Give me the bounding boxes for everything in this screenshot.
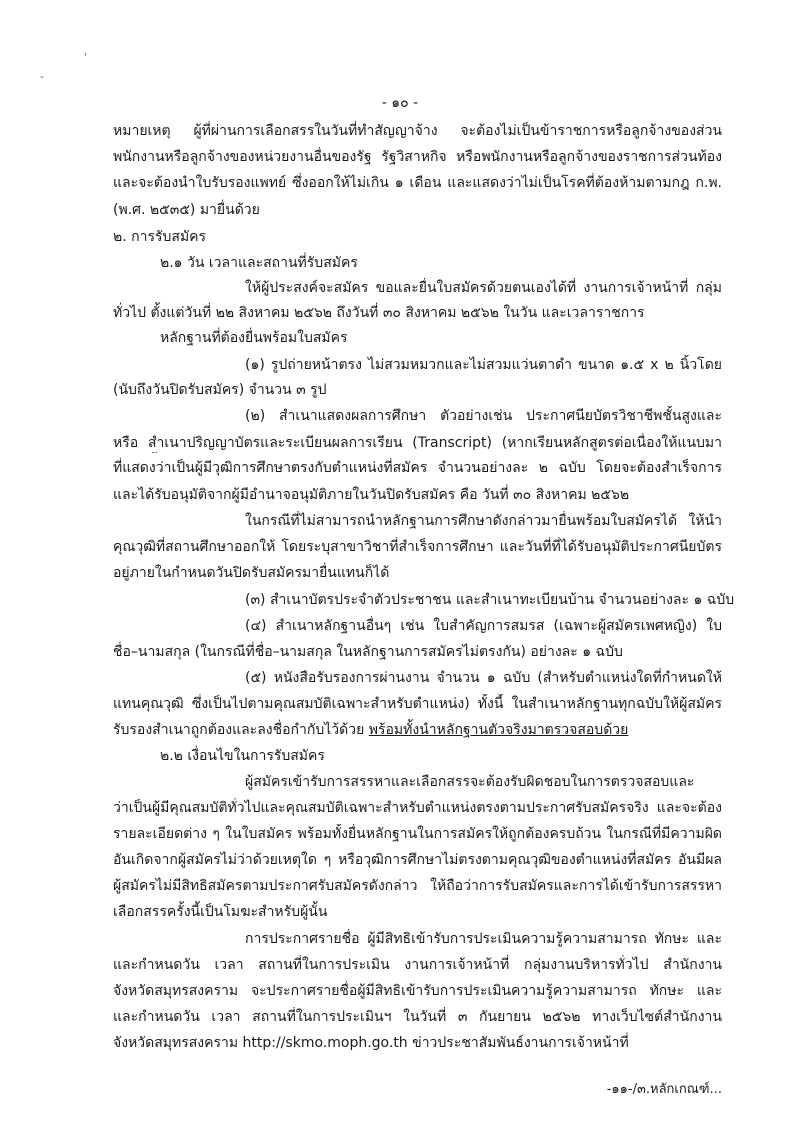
paragraph-line: อยู่ภายในกำหนดวันปิดรับสมัครมายื่นแทนก็ได้ — [113, 565, 390, 581]
paragraph-line: หลักฐานที่ต้องยื่นพร้อมใบสมัคร — [160, 330, 348, 346]
certify-text: รับรองสำเนาถูกต้องและลงชื่อกำกับไว้ด้วย — [113, 722, 365, 738]
list-item: (นับถึงวันปิดรับสมัคร) จำนวน ๓ รูป — [113, 382, 327, 398]
list-item: ที่แสดงว่าเป็นผู้มีวุฒิการศึกษาตรงกับตำแหน่งที่สมัคร จำนวนอย่างละ ๒ ฉบับ โดยจะต้องสำเร็จการ — [113, 460, 722, 476]
list-item: (๒) สำเนาแสดงผลการศึกษา ตัวอย่างเช่น ประกาศนียบัตรวิชาชีพชั้นสูงและ — [245, 408, 722, 424]
paragraph-line: จังหวัดสมุทรสงคราม จะประกาศรายชื่อผู้มีสิทธิเข้ารับการประเมินความรู้ความสามารถ ทักษะ และ — [113, 983, 722, 999]
paragraph-line: จังหวัดสมุทรสงคราม http://skmo.moph.go.th ข่าวประชาสัมพันธ์งานการเจ้าหน้าที่ — [113, 1035, 629, 1051]
note-line: หมายเหตุ ผู้ที่ผ่านการเลือกสรรในวันที่ทำสัญญาจ้าง จะต้องไม่เป็นข้าราชการหรือลูกจ้างของส่วน — [113, 123, 722, 139]
paragraph-line: ว่าเป็นผู้มีคุณสมบัติทั่วไปและคุณสมบัติเฉพาะสำหรับตำแหน่งตรงตามประกาศรับสมัครจริง และจะต้อง — [113, 800, 722, 816]
page-number: - ๑๐ - — [381, 95, 419, 111]
paragraph-line: ในกรณีที่ไม่สามารถนำหลักฐานการศึกษาดังกล่าวมายื่นพร้อมใบสมัครได้ ให้นำ — [245, 513, 722, 529]
list-item: แทนคุณวุฒิ ซึ่งเป็นไปตามคุณสมบัติเฉพาะสำหรับตำแหน่ง) ทั้งนี้ ในสำเนาหลักฐานทุกฉบับให้ผู้สมัคร — [113, 696, 722, 712]
note-line: พนักงานหรือลูกจ้างของหน่วยงานอื่นของรัฐ รัฐวิสาหกิจ หรือพนักงานหรือลูกจ้างของราชการส่วนท้อง — [113, 149, 722, 165]
underlined-requirement: พร้อมทั้งนำหลักฐานตัวจริงมาตรวจสอบด้วย — [368, 722, 629, 738]
list-item: (๑) รูปถ่ายหน้าตรง ไม่สวมหมวกและไม่สวมแว่นตาดำ ขนาด ๑.๕ x ๒ นิ้วโดย — [245, 357, 722, 373]
paragraph-line: ทั่วไป ตั้งแต่วันที่ ๒๒ สิงหาคม ๒๕๖๒ ถึงวันที่ ๓๐ สิงหาคม ๒๕๖๒ ในวัน และเวลาราชการ — [113, 305, 645, 321]
list-item: (๕) หนังสือรับรองการผ่านงาน จำนวน ๑ ฉบับ (สำหรับตำแหน่งใดที่กำหนดให้ — [245, 670, 722, 686]
list-item — [113, 720, 722, 740]
paragraph-line: ผู้สมัครไม่มีสิทธิสมัครตามประกาศรับสมัครดังกล่าว ให้ถือว่าการรับสมัครและการได้เข้ารับการสรรหา — [113, 878, 722, 894]
paragraph-line: และกำหนดวัน เวลา สถานที่ในการประเมิน งานการเจ้าหน้าที่ กลุ่มงานบริหารทั่วไป สำนักงาน — [113, 957, 722, 973]
subsection-heading: ๒.๑ วัน เวลาและสถานที่รับสมัคร — [160, 255, 358, 271]
note-line: และจะต้องนำใบรับรองแพทย์ ซึ่งออกให้ไม่เกิน ๑ เดือน และแสดงว่าไม่เป็นโรคที่ต้องห้ามตามกฎ ก.พ. — [113, 175, 722, 191]
paragraph-line: และกำหนดวัน เวลา สถานที่ในการประเมินฯ ในวันที่ ๓ กันยายน ๒๕๖๒ ทางเว็บไซต์สำนักงาน — [113, 1009, 722, 1025]
list-item: (๓) สำเนาบัตรประจำตัวประชาชน และสำเนาทะเบียนบ้าน จำนวนอย่างละ ๑ ฉบับ — [245, 592, 735, 608]
list-item: (๔) สำเนาหลักฐานอื่นๆ เช่น ใบสำคัญการสมรส (เฉพาะผู้สมัครเพศหญิง) ใบ — [245, 618, 722, 634]
paragraph-line: ให้ผู้ประสงค์จะสมัคร ขอและยื่นใบสมัครด้วยตนเองได้ที่ งานการเจ้าหน้าที่ กลุ่ม — [245, 280, 722, 296]
paragraph-line: อันเกิดจากผู้สมัครไม่ว่าด้วยเหตุใด ๆ หรือวุฒิการศึกษาไม่ตรงตามคุณวุฒิของตำแหน่งที่สมัคร อันมีผล — [113, 852, 722, 868]
paragraph-line: รายละเอียดต่าง ๆ ในใบสมัคร พร้อมทั้งยื่นหลักฐานในการสมัครให้ถูกต้องครบถ้วน ในกรณีที่มีความผิด — [113, 826, 722, 842]
subsection-heading: ๒.๒ เงื่อนไขในการรับสมัคร — [160, 748, 325, 764]
continuation-footer: -๑๑-/๓.หลักเกณฑ์... — [606, 1082, 722, 1097]
scan-mark: - — [40, 72, 44, 83]
scan-mark: ' — [84, 52, 87, 63]
list-item: หรือ สำเนาปริญญาบัตรและระเบียนผลการเรียน (Transcript) (หากเรียนหลักสูตรต่อเนื่องให้แนบมา — [113, 435, 722, 451]
paragraph-line: ผู้สมัครเข้ารับการสรรหาและเลือกสรรจะต้องรับผิดชอบในการตรวจสอบและ — [245, 774, 695, 790]
paragraph-line: เลือกสรรครั้งนี้เป็นโมฆะสำหรับผู้นั้น — [113, 904, 328, 920]
paragraph-line: การประกาศรายชื่อ ผู้มีสิทธิเข้ารับการประเมินความรู้ความสามารถ ทักษะ และ — [245, 931, 722, 947]
paragraph-line: คุณวุฒิที่สถานศึกษาออกให้ โดยระบุสาขาวิชาที่สำเร็จการศึกษา และวันที่ที่ได้รับอนุมัติประกาศนียบัตร — [113, 539, 722, 555]
list-item: ชื่อ–นามสกุล (ในกรณีที่ชื่อ–นามสกุล ในหลักฐานการสมัครไม่ตรงกัน) อย่างละ ๑ ฉบับ — [113, 644, 623, 660]
section-heading: ๒. การรับสมัคร — [113, 229, 207, 245]
note-line: (พ.ศ. ๒๕๓๕) มายื่นด้วย — [113, 202, 260, 218]
list-item: และได้รับอนุมัติจากผู้มีอำนาจอนุมัติภายในวันปิดรับสมัคร คือ วันที่ ๓๐ สิงหาคม ๒๕๖๒ — [113, 487, 630, 503]
